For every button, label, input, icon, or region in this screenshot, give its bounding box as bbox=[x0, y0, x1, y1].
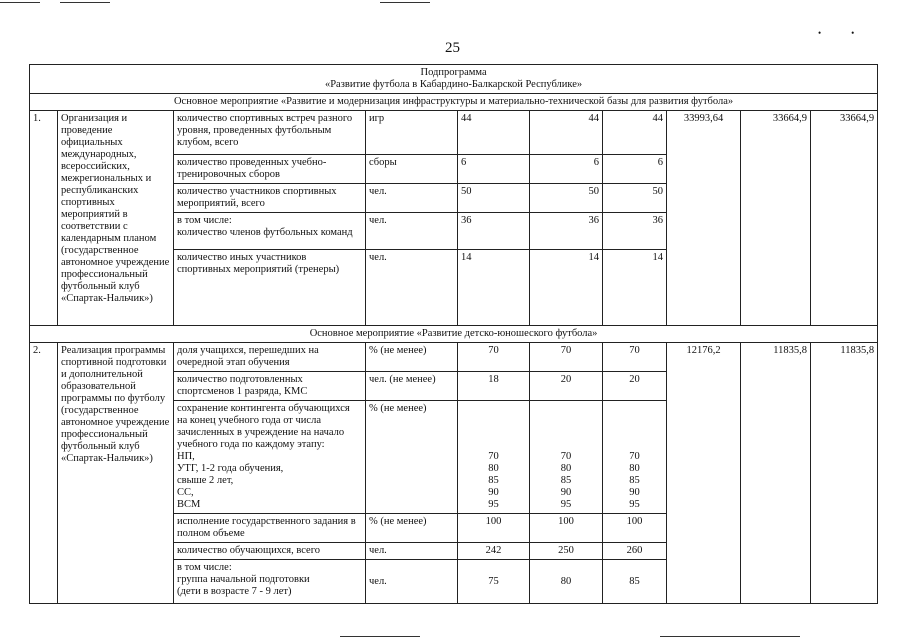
indicator-value: 80 bbox=[530, 560, 603, 604]
indicator-value: 70 80 85 90 95 bbox=[458, 401, 530, 514]
indicator-unit: чел. bbox=[366, 543, 458, 560]
activity-name: Организация и проведение официальных международных, всероссийских, межрегиональных и республиканских спортивных мероприятий в соответствии с календарным планом (государственное автономное учреждение профессиональный футбольный клуб «Спартак-Нальчик») bbox=[58, 111, 174, 326]
indicator-value: 36 bbox=[603, 213, 667, 250]
scan-artifact bbox=[340, 636, 420, 637]
indicator-unit: чел. bbox=[366, 213, 458, 250]
table-row bbox=[30, 111, 878, 155]
indicator-value: 70 bbox=[458, 343, 530, 372]
indicator-unit: % (не менее) bbox=[366, 343, 458, 372]
indicator-name: количество спортивных встреч разного уровня, проведенных футбольным клубом, всего bbox=[174, 111, 366, 155]
subprogram-cell bbox=[30, 65, 878, 94]
subprogram-title: «Развитие футбола в Кабардино-Балкарской Республике» bbox=[324, 79, 583, 90]
scan-mark: • bbox=[818, 28, 852, 38]
finance-value: 11835,8 bbox=[741, 343, 811, 604]
indicator-value: 18 bbox=[458, 372, 530, 401]
indicator-value: 85 bbox=[603, 560, 667, 604]
indicator-unit: чел. bbox=[366, 560, 458, 604]
indicator-unit: % (не менее) bbox=[366, 401, 458, 514]
indicator-value: 44 bbox=[458, 111, 530, 155]
activity-number: 1. bbox=[30, 111, 58, 326]
indicator-name: в том числе: группа начальной подготовки (дети в возрасте 7 - 9 лет) bbox=[174, 560, 366, 604]
scan-artifact bbox=[380, 2, 430, 3]
indicator-value: 75 bbox=[458, 560, 530, 604]
indicator-unit: % (не менее) bbox=[366, 514, 458, 543]
indicator-value: 20 bbox=[530, 372, 603, 401]
indicator-value: 44 bbox=[603, 111, 667, 155]
indicator-name: количество иных участников спортивных мероприятий (тренеры) bbox=[174, 250, 366, 326]
indicator-name: доля учащихся, перешедших на очередной этап обучения bbox=[174, 343, 366, 372]
indicator-name: сохранение контингента обучающихся на конец учебного года от числа зачисленных в учреждение на начало учебного года по каждому этапу: НП, УТГ, 1-2 года обучения, свыше 2 лет, СС, ВСМ bbox=[174, 401, 366, 514]
section-heading: Основное мероприятие «Развитие и модернизация инфраструктуры и материально-технической базы для развития футбола» bbox=[30, 94, 878, 111]
indicator-value: 70 80 85 90 95 bbox=[603, 401, 667, 514]
activity-name: Реализация программы спортивной подготовки и дополнительной образовательной программы по футболу (государственное автономное учреждение профессиональный футбольный клуб «Спартак-Нальчик») bbox=[58, 343, 174, 604]
indicator-unit: чел. bbox=[366, 250, 458, 326]
finance-value: 33993,64 bbox=[667, 111, 741, 326]
indicator-unit: игр bbox=[366, 111, 458, 155]
subprogram-label: Подпрограмма bbox=[420, 67, 487, 78]
scan-artifact bbox=[0, 2, 40, 3]
scan-artifact bbox=[660, 636, 800, 637]
indicator-name: количество участников спортивных мероприятий, всего bbox=[174, 184, 366, 213]
finance-value: 33664,9 bbox=[741, 111, 811, 326]
indicator-value: 20 bbox=[603, 372, 667, 401]
section-heading: Основное мероприятие «Развитие детско-юношеского футбола» bbox=[30, 326, 878, 343]
indicator-value: 6 bbox=[530, 155, 603, 184]
indicator-value: 14 bbox=[603, 250, 667, 326]
indicator-value: 100 bbox=[458, 514, 530, 543]
program-table bbox=[29, 64, 878, 604]
indicator-value: 100 bbox=[603, 514, 667, 543]
indicator-value: 6 bbox=[458, 155, 530, 184]
indicator-value: 36 bbox=[458, 213, 530, 250]
indicator-value: 36 bbox=[530, 213, 603, 250]
indicator-unit: сборы bbox=[366, 155, 458, 184]
indicator-value: 50 bbox=[603, 184, 667, 213]
indicator-value: 14 bbox=[530, 250, 603, 326]
finance-value: 11835,8 bbox=[811, 343, 878, 604]
activity-number: 2. bbox=[30, 343, 58, 604]
indicator-value: 242 bbox=[458, 543, 530, 560]
indicator-name: количество обучающихся, всего bbox=[174, 543, 366, 560]
table-row bbox=[30, 343, 878, 372]
indicator-value: 50 bbox=[458, 184, 530, 213]
indicator-value: 50 bbox=[530, 184, 603, 213]
section-heading-row bbox=[30, 326, 878, 343]
indicator-unit: чел. (не менее) bbox=[366, 372, 458, 401]
finance-value: 33664,9 bbox=[811, 111, 878, 326]
scan-artifact bbox=[60, 2, 110, 3]
indicator-value: 14 bbox=[458, 250, 530, 326]
indicator-value: 100 bbox=[530, 514, 603, 543]
scan-marks bbox=[818, 28, 884, 38]
indicator-name: количество подготовленных спортсменов 1 разряда, КМС bbox=[174, 372, 366, 401]
indicator-value: 6 bbox=[603, 155, 667, 184]
indicator-name: в том числе: количество членов футбольных команд bbox=[174, 213, 366, 250]
page-number: 25 bbox=[445, 40, 460, 56]
finance-value: 12176,2 bbox=[667, 343, 741, 604]
indicator-value: 250 bbox=[530, 543, 603, 560]
scan-mark: • bbox=[851, 28, 885, 38]
indicator-value: 70 80 85 90 95 bbox=[530, 401, 603, 514]
indicator-value: 260 bbox=[603, 543, 667, 560]
subprogram-row bbox=[30, 65, 878, 94]
indicator-value: 70 bbox=[603, 343, 667, 372]
indicator-name: количество проведенных учебно-тренировочных сборов bbox=[174, 155, 366, 184]
indicator-value: 70 bbox=[530, 343, 603, 372]
section-heading-row bbox=[30, 94, 878, 111]
indicator-name: исполнение государственного задания в полном объеме bbox=[174, 514, 366, 543]
indicator-unit: чел. bbox=[366, 184, 458, 213]
indicator-value: 44 bbox=[530, 111, 603, 155]
